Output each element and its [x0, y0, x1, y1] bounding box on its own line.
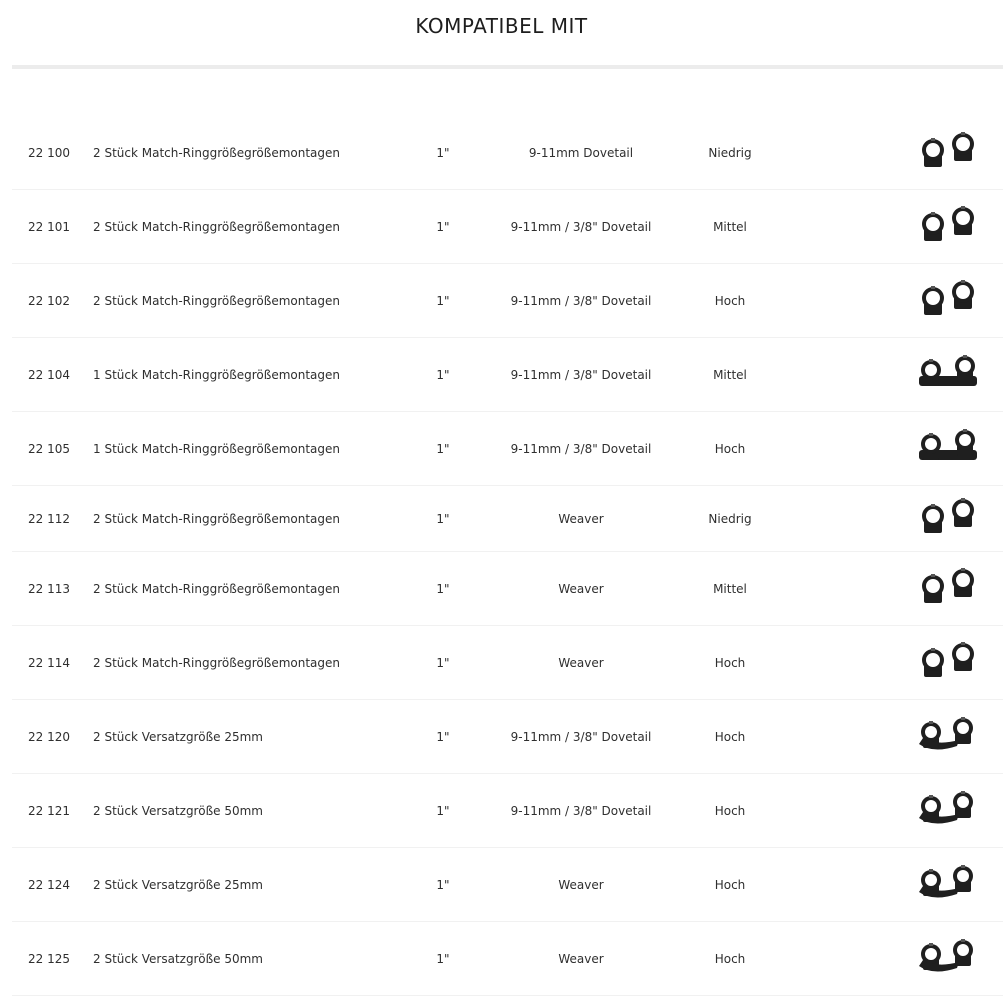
product-number: 22 100	[28, 145, 70, 160]
tube-size: 1"	[436, 367, 450, 382]
product-number: 22 120	[28, 729, 70, 744]
two-ring-mount-icon	[913, 640, 983, 686]
table-row	[12, 190, 1003, 264]
product-description: 2 Stück Versatzgröße 50mm	[93, 951, 263, 966]
product-number: 22 114	[28, 655, 70, 670]
rail-type: 9-11mm Dovetail	[528, 145, 634, 160]
rail-type: Weaver	[558, 877, 604, 892]
product-image[interactable]	[908, 486, 988, 551]
rail-type: Weaver	[558, 511, 604, 526]
mount-height: Hoch	[714, 293, 746, 308]
product-image[interactable]	[908, 922, 988, 995]
mount-height: Hoch	[714, 655, 746, 670]
mount-height: Hoch	[714, 441, 746, 456]
mount-height: Hoch	[714, 729, 746, 744]
tube-size: 1"	[436, 581, 450, 596]
page-title: KOMPATIBEL MIT	[415, 14, 588, 38]
mount-height: Mittel	[713, 367, 747, 382]
offset-mount-icon	[913, 714, 983, 760]
mount-height: Hoch	[714, 877, 746, 892]
two-ring-mount-icon	[913, 204, 983, 250]
two-ring-mount-icon	[913, 566, 983, 612]
table-row	[12, 338, 1003, 412]
product-description: 2 Stück Versatzgröße 25mm	[93, 877, 263, 892]
table-row	[12, 116, 1003, 190]
product-description: 1 Stück Match-Ringgrößegrößemontagen	[93, 367, 341, 382]
rail-type: 9-11mm / 3/8" Dovetail	[510, 219, 652, 234]
rail-type: 9-11mm / 3/8" Dovetail	[510, 441, 652, 456]
tube-size: 1"	[436, 219, 450, 234]
rail-type: 9-11mm / 3/8" Dovetail	[510, 803, 652, 818]
product-description: 2 Stück Match-Ringgrößegrößemontagen	[93, 293, 341, 308]
product-image[interactable]	[908, 626, 988, 699]
compatibility-table	[12, 116, 1003, 996]
table-row	[12, 552, 1003, 626]
product-image[interactable]	[908, 774, 988, 847]
two-ring-mount-icon	[913, 130, 983, 176]
table-row	[12, 264, 1003, 338]
table-row	[12, 486, 1003, 552]
offset-mount-icon	[913, 862, 983, 908]
offset-mount-icon	[913, 936, 983, 982]
table-row	[12, 700, 1003, 774]
product-number: 22 102	[28, 293, 70, 308]
offset-mount-icon	[913, 788, 983, 834]
product-number: 22 112	[28, 511, 70, 526]
tube-size: 1"	[436, 293, 450, 308]
mount-height: Hoch	[714, 951, 746, 966]
mount-height: Hoch	[714, 803, 746, 818]
table-row	[12, 412, 1003, 486]
product-number: 22 113	[28, 581, 70, 596]
rail-type: Weaver	[558, 581, 604, 596]
product-image[interactable]	[908, 700, 988, 773]
product-number: 22 105	[28, 441, 70, 456]
section-header	[0, 0, 1003, 66]
tube-size: 1"	[436, 511, 450, 526]
mount-height: Niedrig	[708, 511, 752, 526]
product-number: 22 101	[28, 219, 70, 234]
table-row	[12, 626, 1003, 700]
product-number: 22 104	[28, 367, 70, 382]
table-row	[12, 848, 1003, 922]
rail-type: Weaver	[558, 655, 604, 670]
mount-height: Niedrig	[708, 145, 752, 160]
rail-type: Weaver	[558, 951, 604, 966]
two-ring-mount-icon	[913, 496, 983, 542]
product-number: 22 121	[28, 803, 70, 818]
product-image[interactable]	[908, 412, 988, 485]
product-image[interactable]	[908, 552, 988, 625]
product-description: 2 Stück Versatzgröße 50mm	[93, 803, 263, 818]
tube-size: 1"	[436, 655, 450, 670]
product-description: 2 Stück Match-Ringgrößegrößemontagen	[93, 581, 341, 596]
product-description: 1 Stück Match-Ringgrößegrößemontagen	[93, 441, 341, 456]
product-description: 2 Stück Match-Ringgrößegrößemontagen	[93, 219, 341, 234]
product-image[interactable]	[908, 338, 988, 411]
mount-height: Mittel	[713, 581, 747, 596]
product-image[interactable]	[908, 848, 988, 921]
rail-type: 9-11mm / 3/8" Dovetail	[510, 729, 652, 744]
product-number: 22 124	[28, 877, 70, 892]
product-description: 2 Stück Match-Ringgrößegrößemontagen	[93, 511, 341, 526]
rail-type: 9-11mm / 3/8" Dovetail	[510, 293, 652, 308]
tube-size: 1"	[436, 803, 450, 818]
table-row	[12, 922, 1003, 996]
tube-size: 1"	[436, 441, 450, 456]
tube-size: 1"	[436, 877, 450, 892]
product-image[interactable]	[908, 190, 988, 263]
rail-type: 9-11mm / 3/8" Dovetail	[510, 367, 652, 382]
product-description: 2 Stück Match-Ringgrößegrößemontagen	[93, 655, 341, 670]
product-image[interactable]	[908, 264, 988, 337]
one-piece-mount-icon	[913, 352, 983, 398]
one-piece-mount-icon	[913, 426, 983, 472]
product-description: 2 Stück Match-Ringgrößegrößemontagen	[93, 145, 341, 160]
two-ring-mount-icon	[913, 278, 983, 324]
header-divider	[12, 65, 1003, 69]
mount-height: Mittel	[713, 219, 747, 234]
product-number: 22 125	[28, 951, 70, 966]
tube-size: 1"	[436, 951, 450, 966]
tube-size: 1"	[436, 729, 450, 744]
table-row	[12, 774, 1003, 848]
tube-size: 1"	[436, 145, 450, 160]
product-image[interactable]	[908, 116, 988, 189]
product-description: 2 Stück Versatzgröße 25mm	[93, 729, 263, 744]
